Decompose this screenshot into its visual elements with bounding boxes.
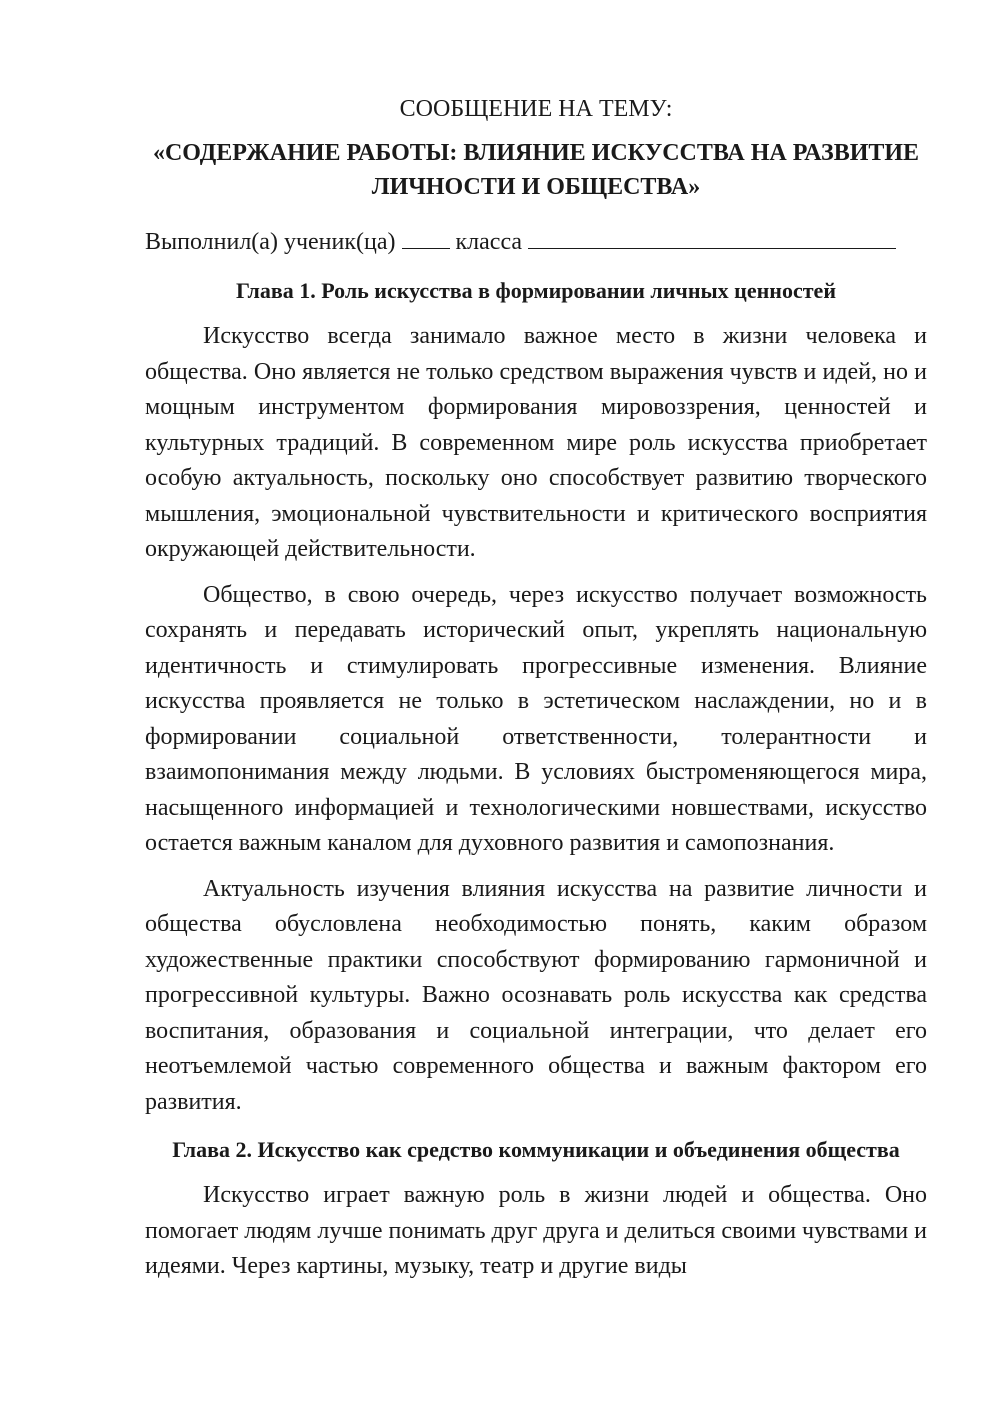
class-label: класса	[455, 229, 523, 255]
chapter-2-paragraph: Искусство играет важную роль в жизни людей и общества. Оно помогает людям лучше понимать друг друга и делиться своими чувствами и идеями. Через картины, музыку, театр и другие виды	[145, 1182, 927, 1279]
name-blank	[528, 224, 896, 249]
chapter-1-heading: Глава 1. Роль искусства в формировании личных ценностей	[235, 278, 836, 303]
document-header: СООБЩЕНИЕ НА ТЕМУ:	[399, 96, 673, 122]
document-page	[145, 92, 927, 1285]
author-label: Выполнил(а) ученик(ца)	[145, 229, 396, 255]
chapter-2-heading: Глава 2. Искусство как средство коммуникации и объединения общества	[172, 1137, 900, 1162]
chapter-1-paragraph: Искусство всегда занимало важное место в жизни человека и общества. Оно является не только средством выражения чувств и идей, но и мощным инструментом формирования мировоззрения, ценностей и культурных традиций. В современном мире роль искусства приобретает особую актуальность, поскольку оно способствует развитию творческого мышления, эмоциональной чувствительности и критического восприятия окружающей действительности.	[145, 323, 927, 562]
author-line	[145, 224, 927, 259]
chapter-1-paragraph: Общество, в свою очередь, через искусство получает возможность сохранять и передавать исторический опыт, укреплять национальную идентичность и стимулировать прогрессивные изменения. Влияние искусства проявляется не только в эстетическом наслаждении, но и в формировании социальной ответственности, толерантности и взаимопонимания между людьми. В условиях быстроменяющегося мира, насыщенного информацией и технологическими новшествами, искусство остается важным каналом для духовного развития и самопознания.	[145, 581, 927, 856]
grade-blank	[402, 224, 450, 249]
document-title: «СОДЕРЖАНИЕ РАБОТЫ: ВЛИЯНИЕ ИСКУССТВА НА РАЗВИТИЕ ЛИЧНОСТИ И ОБЩЕСТВА»	[152, 140, 920, 200]
chapter-1-paragraph: Актуальность изучения влияния искусства на развитие личности и общества обусловлена необходимостью понять, каким образом художественные практики способствуют формированию гармоничной и прогрессивной культуры. Важно осознавать роль искусства как средства воспитания, образования и социальной интеграции, что делает его неотъемлемой частью современного общества и важным фактором его развития.	[145, 875, 927, 1115]
